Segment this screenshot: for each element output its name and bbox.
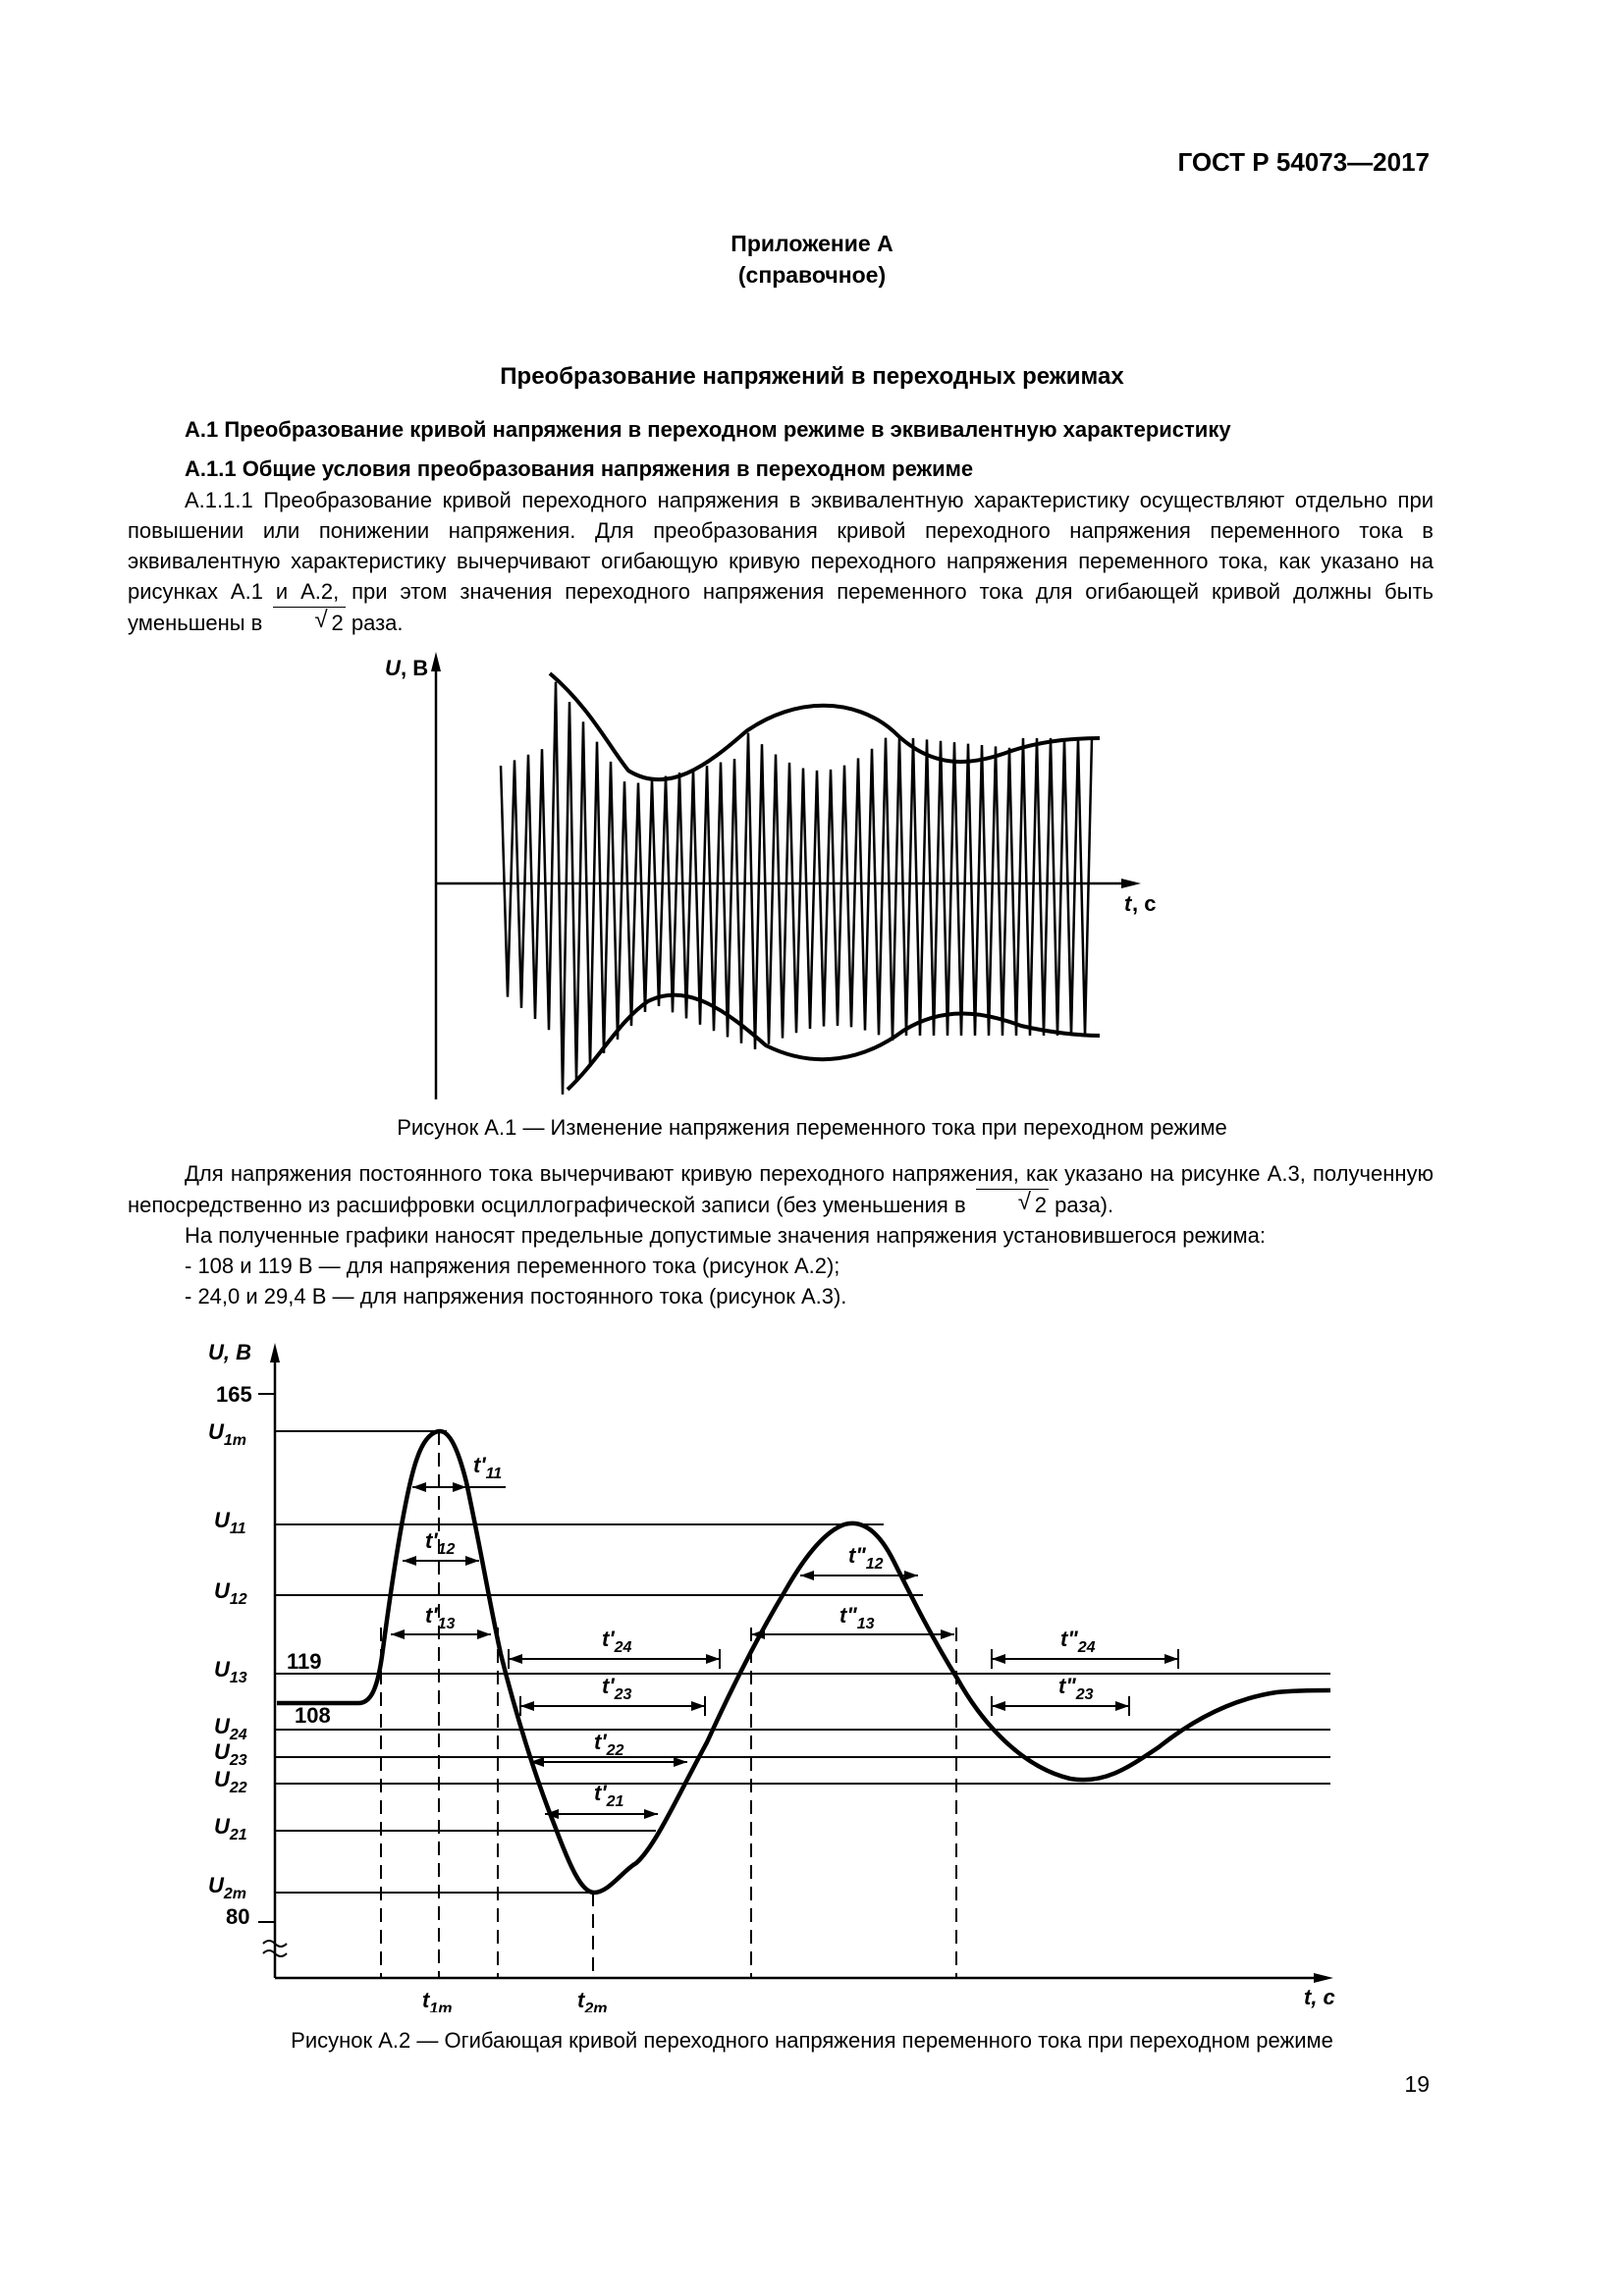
limits-list — [185, 1251, 846, 1311]
figure-a1-y-arrow — [431, 652, 441, 671]
figure-a2-x-label: t, с — [1304, 1985, 1335, 2009]
oscillation-waveform — [501, 682, 1092, 1095]
tick-u13: $U_{13}$ — [214, 1657, 247, 1686]
tick-119: 119 — [287, 1649, 322, 1674]
page-number: 19 — [1404, 2071, 1430, 2097]
figure-a1-caption: Рисунок А.1 — Изменение напряжения переменного тока при переходном режиме — [397, 1115, 1227, 1140]
figure-a2-y-label: U, В — [208, 1340, 251, 1364]
interval-t13p: $t'_{13}$ — [425, 1603, 456, 1632]
interval-t23pp: $t"_{23}$ — [1058, 1674, 1094, 1703]
tick-u24: $U_{24}$ — [214, 1714, 247, 1743]
sqrt-symbol — [273, 607, 346, 638]
tick-u11: $U_{11}$ — [214, 1508, 246, 1537]
paragraph-a111-tail: раза. — [351, 611, 404, 635]
interval-t22p: $t'_{22}$ — [594, 1730, 624, 1759]
tick-u22: $U_{22}$ — [214, 1767, 247, 1796]
tick-u1m: $U_{1m}$ — [208, 1419, 247, 1449]
figure-a1-y-unit: , В — [401, 656, 429, 680]
figure-a1 — [373, 648, 1178, 1109]
figure-a1-x-arrow — [1121, 879, 1141, 888]
heading-a11: А.1.1 Общие условия преобразования напряжения в переходном режиме — [185, 456, 974, 481]
appendix-subtitle: (справочное) — [737, 262, 887, 288]
tick-t1m: $t_{1m}$ — [422, 1988, 453, 2012]
figure-a1-y-var: U — [385, 656, 401, 680]
figure-a1-x-var: t — [1124, 891, 1132, 916]
appendix-title: Приложение А — [731, 231, 893, 256]
figure-a2-curve — [277, 1431, 1330, 1893]
document-header: ГОСТ Р 54073—2017 — [1177, 147, 1430, 177]
figure-a1-lower-envelope — [568, 995, 1100, 1090]
appendix-title-block — [0, 228, 1624, 291]
tick-marks — [258, 1394, 275, 1922]
figure-a1-upper-envelope — [550, 673, 1100, 779]
heading-a1: А.1 Преобразование кривой напряжения в переходном режиме в эквивалентную характеристику — [185, 417, 1231, 442]
paragraph-dc — [128, 1158, 1434, 1251]
section-title: Преобразование напряжений в переходных режимах — [500, 363, 1124, 390]
tick-80: 80 — [226, 1904, 250, 1929]
paragraph-limits: На полученные графики наносят предельные допустимые значения напряжения установившегося режима: — [185, 1223, 1266, 1248]
figure-a2 — [196, 1325, 1355, 2012]
interval-t23p: $t'_{23}$ — [602, 1674, 632, 1703]
paragraph-dc-tail: раза). — [1055, 1193, 1114, 1217]
interval-t24p: $t'_{24}$ — [602, 1627, 632, 1656]
sqrt-value-2: 2 — [1034, 1193, 1048, 1217]
figure-a1-x-unit: , с — [1132, 891, 1157, 916]
tick-108: 108 — [295, 1703, 331, 1728]
tick-165: 165 — [216, 1382, 252, 1407]
tick-u21: $U_{21}$ — [214, 1814, 247, 1843]
interval-t13pp: $t"_{13}$ — [839, 1603, 875, 1632]
list-item: - 108 и 119 В — для напряжения переменного тока (рисунок А.2); — [185, 1254, 840, 1278]
dashed-verticals — [381, 1431, 956, 1978]
list-item: - 24,0 и 29,4 В — для напряжения постоянного тока (рисунок А.3). — [185, 1284, 847, 1308]
tick-t2m: $t_{2m}$ — [577, 1988, 608, 2012]
interval-t12pp: $t"_{12}$ — [848, 1543, 884, 1573]
paragraph-a111-text: А.1.1.1 Преобразование кривой переходного напряжения в эквивалентную характеристику осуществляют отдельно при повышении или понижении напряжения. Для преобразования кривой переходного напряжения переменного тока в эквивалентную характеристику вычерчивают огибающую кривую переходного напряжения переменного тока, как указано на рисунках А.1 и А.2, при этом значения переходного напряжения переменного тока для огибающей кривой должны быть уменьшены в — [128, 488, 1434, 635]
sqrt-symbol-2 — [976, 1189, 1049, 1220]
tick-u2m: $U_{2m}$ — [208, 1873, 247, 1902]
interval-t24pp: $t"_{24}$ — [1060, 1627, 1096, 1656]
figure-a1-oscillation — [501, 682, 1092, 1095]
sqrt-value: 2 — [331, 611, 344, 635]
paragraph-a111 — [128, 485, 1434, 638]
paragraph-dc-text: Для напряжения постоянного тока вычерчивают кривую переходного напряжения, как указано на рисунке А.3, полученную непосредственно из расшифровки осциллографической записи (без уменьшения в — [128, 1161, 1434, 1217]
tick-u12: $U_{12}$ — [214, 1578, 247, 1608]
tick-u23: $U_{23}$ — [214, 1739, 247, 1769]
interval-t21p: $t'_{21}$ — [594, 1781, 624, 1810]
interval-t11p: $t'_{11}$ — [473, 1453, 503, 1482]
figure-a2-caption: Рисунок А.2 — Огибающая кривой переходного напряжения переменного тока при переходном режиме — [291, 2028, 1333, 2053]
interval-t12p: $t'_{12}$ — [425, 1528, 456, 1558]
